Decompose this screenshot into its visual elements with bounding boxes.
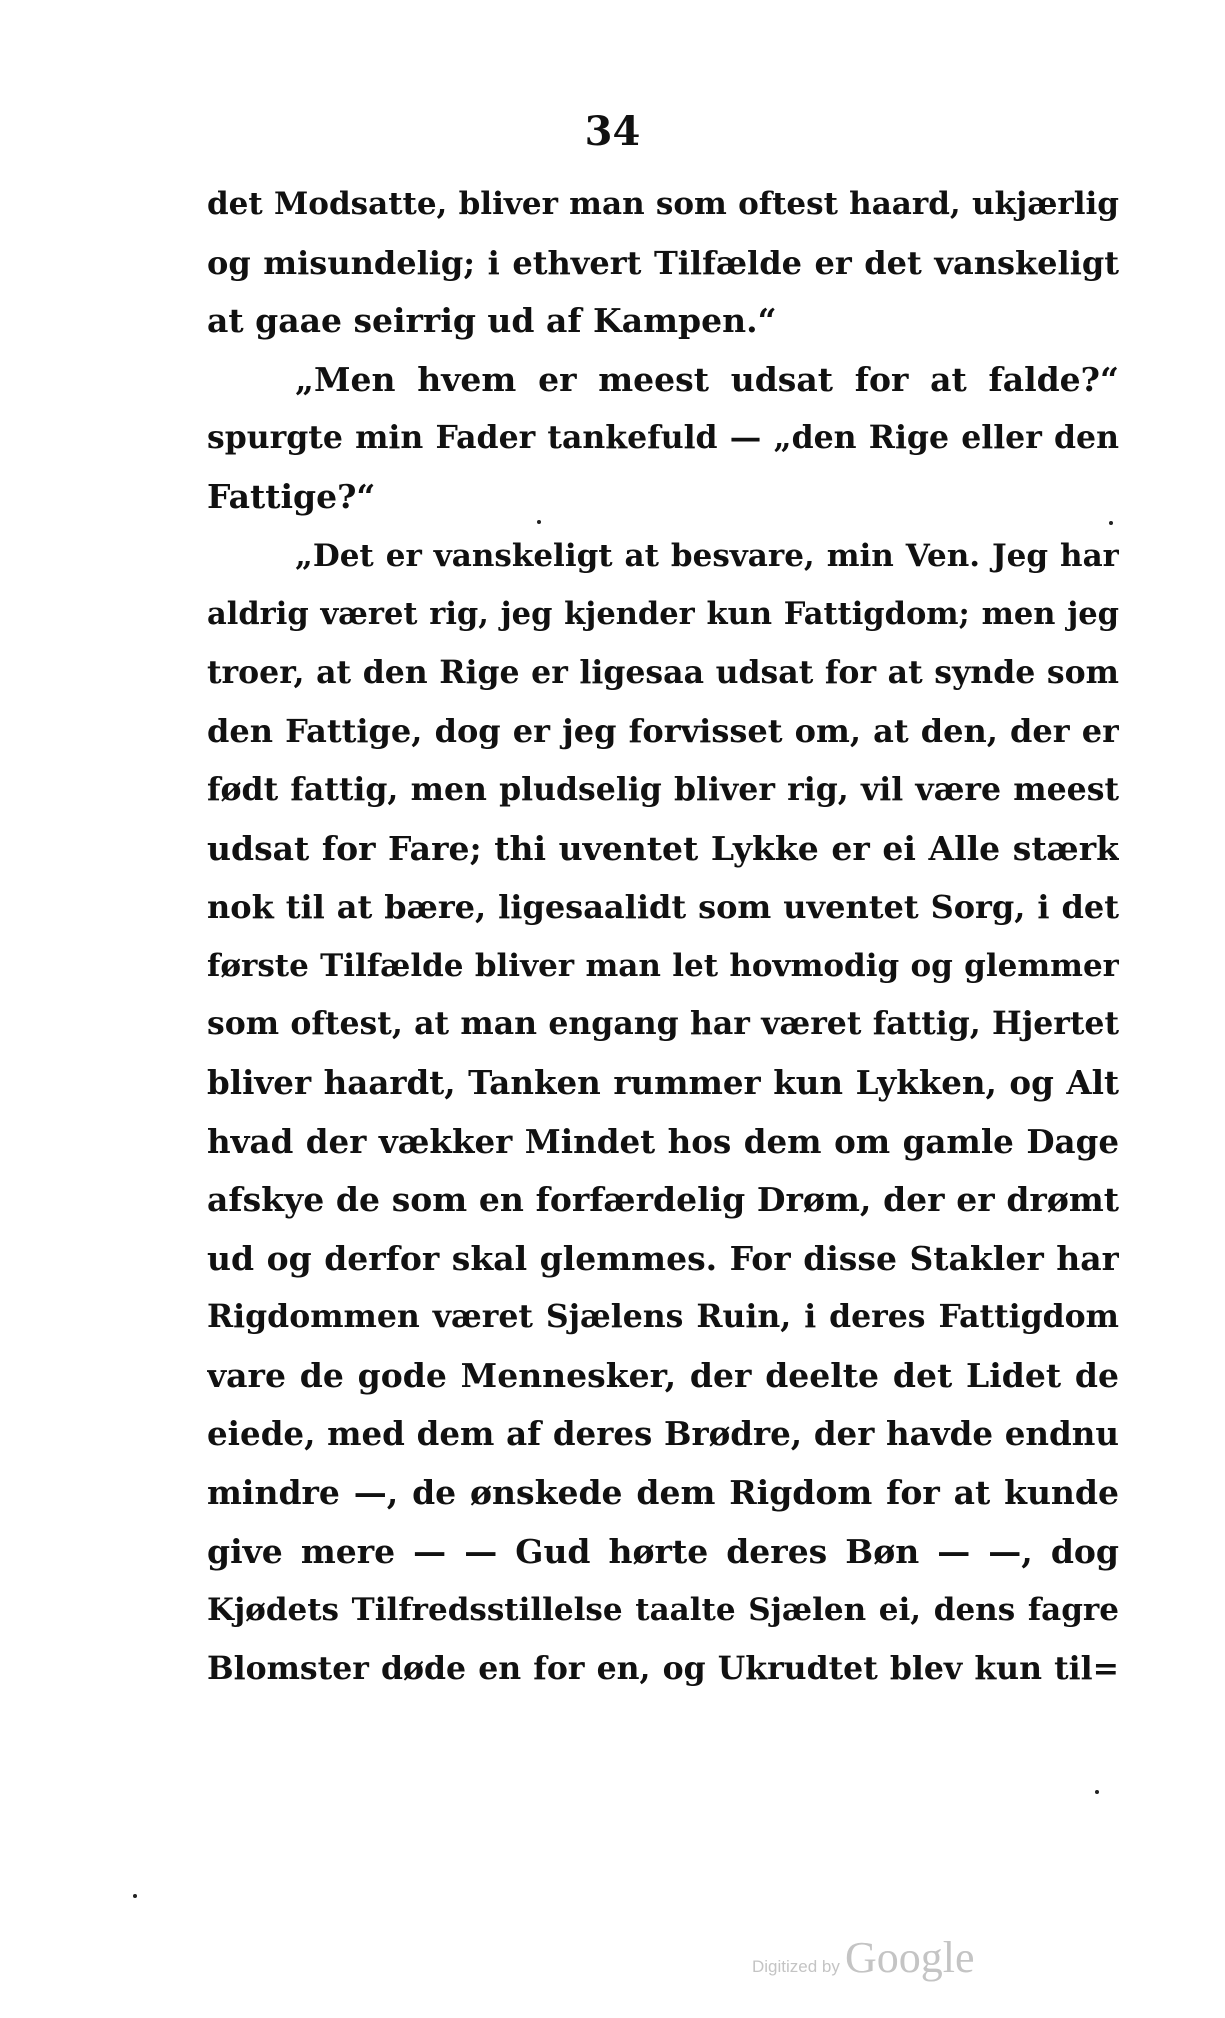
text-line: den Fattige, dog er jeg forvisset om, at den, der er [207,712,1119,751]
text-line: at gaae seirrig ud af Kampen.“ [207,301,777,341]
text-line: troer, at den Rige er ligesaa udsat for at synde som [207,653,1119,691]
text-line: ud og derfor skal glemmes. For disse Stakler har [207,1238,1119,1278]
watermark-prefix: Digitized by [752,1957,840,1976]
scan-speck [1095,1790,1099,1794]
scan-speck [537,520,541,524]
text-line: født fattig, men pludselig bliver rig, vil være meest [207,770,1119,808]
text-line: „Det er vanskeligt at besvare, min Ven. Jeg har [295,537,1119,574]
google-logo: Google [844,1933,975,1982]
text-line: hvad der vækker Mindet hos dem om gamle Dage [207,1121,1119,1161]
text-line: vare de gode Mennesker, der deelte det Lidet de [207,1355,1119,1395]
scan-speck [1109,521,1113,525]
text-line: mindre —, de ønskede dem Rigdom for at kunde [207,1473,1119,1513]
body-text [207,175,1119,1698]
text-line: „Men hvem er meest udsat for at falde?“ [295,359,1119,399]
text-line: give mere — — Gud hørte deres Bøn — —, dog [207,1531,1119,1571]
text-line: spurgte min Fader tankefuld — „den Rige eller den [207,419,1119,457]
text-line: det Modsatte, bliver man som oftest haard, ukjærlig [207,186,1119,222]
text-line: bliver haardt, Tanken rummer kun Lykken, og Alt [207,1062,1119,1102]
text-line: Blomster døde en for en, og Ukrudtet blev kun til= [207,1649,1119,1687]
scan-speck [133,1894,137,1898]
text-line: Rigdommen været Sjælens Ruin, i deres Fattigdom [207,1298,1119,1336]
text-line: udsat for Fare; thi uventet Lykke er ei Alle stærk [207,828,1119,868]
text-line: og misundelig; i ethvert Tilfælde er det vanskeligt [207,243,1119,282]
text-line: første Tilfælde bliver man let hovmodig og glemmer [207,947,1119,984]
text-line: Kjødets Tilfredsstillelse taalte Sjælen ei, dens fagre [207,1592,1119,1629]
text-line: Fattige?“ [207,476,376,516]
text-line: som oftest, at man engang har været fattig, Hjertet [207,1005,1119,1043]
digitized-by-google-watermark [752,1932,975,1983]
text-line: aldrig været rig, jeg kjender kun Fattigdom; men jeg [207,596,1119,633]
text-line: nok til at bære, ligesaalidt som uventet Sorg, i det [207,888,1119,927]
text-line: eiede, med dem af deres Brødre, der havde endnu [207,1414,1119,1454]
page-number: 34 [584,108,641,155]
text-line: afskye de som en forfærdelig Drøm, der er drømt [207,1180,1119,1220]
